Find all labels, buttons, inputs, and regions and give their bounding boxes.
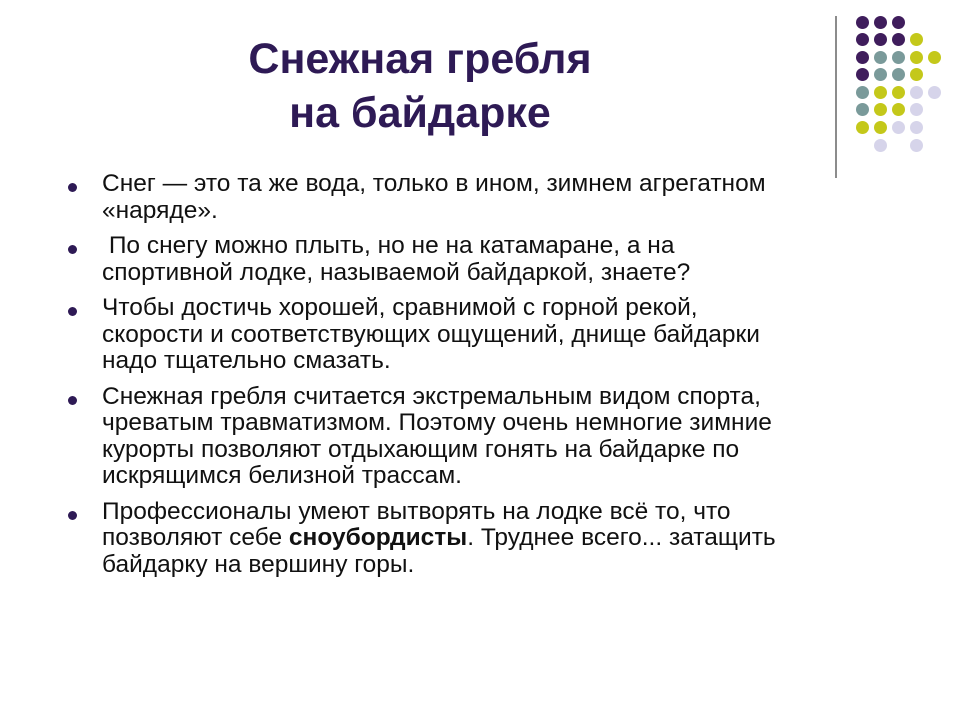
decorative-dot-icon <box>910 86 923 99</box>
decorative-dot-icon <box>910 103 923 116</box>
decorative-dot-icon <box>928 86 941 99</box>
bullet-item <box>68 384 788 490</box>
bullet-item <box>68 499 788 579</box>
decorative-dot-icon <box>892 103 905 116</box>
bullet-item <box>68 233 788 286</box>
decorative-dot-icon <box>892 86 905 99</box>
decorative-dot-icon <box>892 121 905 134</box>
decorative-dot-icon <box>910 51 923 64</box>
decorative-dot-icon <box>856 51 869 64</box>
decorative-dot-icon <box>856 121 869 134</box>
decorative-dot-icon <box>910 121 923 134</box>
decorative-dot-icon <box>892 16 905 29</box>
bullet-marker-icon <box>68 307 77 316</box>
decorative-dot-icon <box>874 121 887 134</box>
decorative-dot-icon <box>928 51 941 64</box>
decorative-dot-icon <box>874 33 887 46</box>
bullet-marker-icon <box>68 396 77 405</box>
decorative-dot-icon <box>856 103 869 116</box>
decorative-dot-icon <box>892 33 905 46</box>
slide-title-line-1: Снежная гребля <box>248 35 592 83</box>
bullet-text-start: Профессионалы умеют вытворять на лодке всё то, что позволяют себе <box>102 497 731 551</box>
decorative-dot-icon <box>874 103 887 116</box>
bullet-marker-icon <box>68 511 77 520</box>
decorative-dot-icon <box>856 16 869 29</box>
bullet-text-end: . Труднее всего... затащить байдарку на вершину горы. <box>102 524 776 578</box>
bullet-text <box>102 499 788 579</box>
bullet-text: По снегу можно плыть, но не на катамаране, а на спортивной лодке, называемой байдаркой, знаете? <box>102 232 691 286</box>
decorative-dot-icon <box>874 51 887 64</box>
bullet-text-bold: сноубордисты <box>288 524 468 551</box>
decorative-dot-icon <box>874 139 887 152</box>
bullet-item <box>68 171 788 224</box>
bullet-text: Снежная гребля считается экстремальным видом спорта, чреватым травматизмом. Поэтому очень немногие зимние курорты позволяют отдыхающим гонять на байдарке по искрящимся белизной трассам. <box>102 382 772 489</box>
decorative-dot-icon <box>892 68 905 81</box>
decorative-dot-icon <box>856 86 869 99</box>
decorative-dot-icon <box>856 33 869 46</box>
decorative-dot-icon <box>874 68 887 81</box>
decorative-dot-icon <box>910 139 923 152</box>
decorative-dot-icon <box>874 86 887 99</box>
decorative-dot-icon <box>910 33 923 46</box>
decorative-dot-icon <box>892 51 905 64</box>
decorative-dot-icon <box>856 68 869 81</box>
decorative-dot-icon <box>910 68 923 81</box>
bullet-text: Чтобы достичь хорошей, сравнимой с горной рекой, скорости и соответствующих ощущений, днище байдарки надо тщательно смазать. <box>102 294 760 374</box>
bullet-marker-icon <box>68 245 77 254</box>
bullet-text: Снег — это та же вода, только в ином, зимнем агрегатном «наряде». <box>102 170 766 224</box>
bullet-list <box>68 171 788 587</box>
decorative-dot-icon <box>874 16 887 29</box>
bullet-marker-icon <box>68 183 77 192</box>
bullet-item <box>68 295 788 375</box>
slide-title-line-2: на байдарке <box>289 89 551 137</box>
